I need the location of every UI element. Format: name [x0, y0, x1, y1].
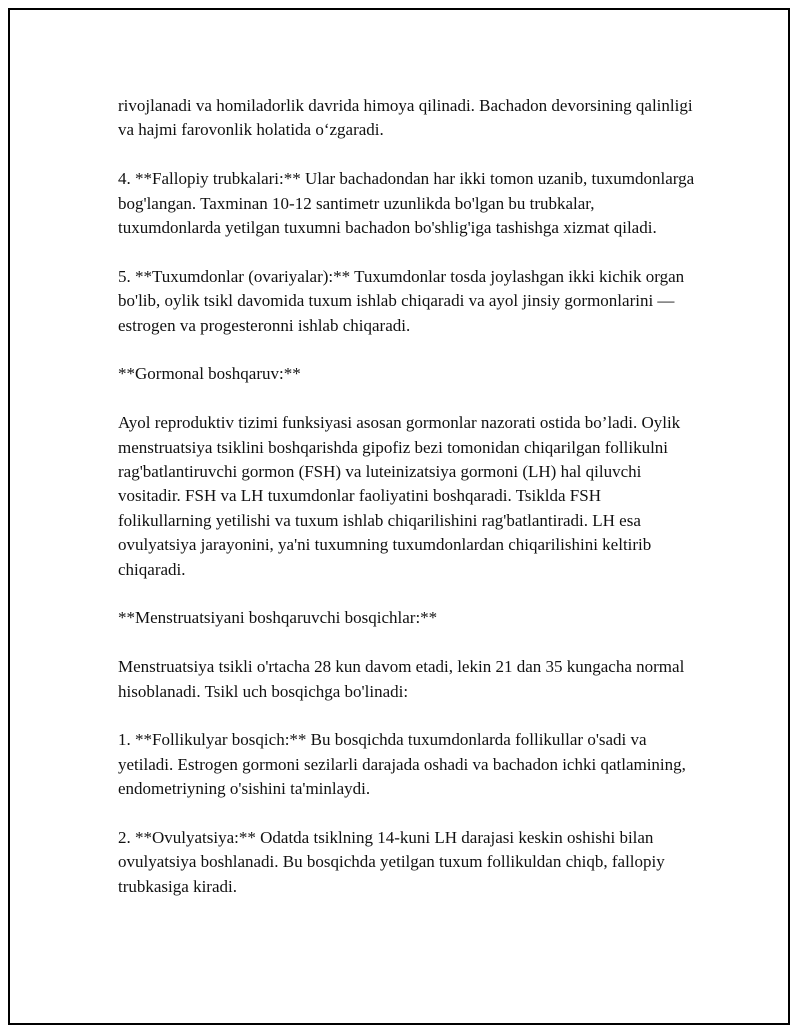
paragraph-ovulation: 2. **Ovulyatsiya:** Odatda tsiklning 14-kuni LH darajasi keskin oshishi bilan ovulyatsiya boshlanadi. Bu bosqichda yetilgan tuxum follikuldan chiqb, fallopiy trubkasiga kiradi. [118, 828, 665, 896]
paragraph-hormonal-regulation: Ayol reproduktiv tizimi funksiyasi asosan gormonlar nazorati ostida bo’ladi. Oylik menstruatsiya tsiklini boshqarishda gipofiz bezi tomonidan chiqarilgan follikulni rag'batlantiruvchi gormon (FSH) va luteinizatsiya gormoni (LH) hal qiluvchi vositadir. FSH va LH tuxumdonlar faoliyatini boshqaradi. Tsiklda FSH folikullarning yetilishi va tuxum ishlab chiqarilishini rag'batlantiradi. LH esa ovulyatsiya jarayonini, ya'ni tuxumning tuxumdonlardan chiqarilishini keltirib chiqaradi. [118, 413, 681, 579]
paragraph-cycle-length: Menstruatsiya tsikli o'rtacha 28 kun davom etadi, lekin 21 dan 35 kungacha normal hisoblanadi. Tsikl uch bosqichga bo'linadi: [118, 657, 685, 701]
heading-hormonal-regulation: **Gormonal boshqaruv:** [118, 364, 301, 384]
paragraph-uterus-continuation: rivojlanadi va homiladorlik davrida himoya qilinadi. Bachadon devorsining qalinligi va hajmi farovonlik holatida o‘zgaradi. [118, 96, 693, 140]
paragraph-fallopian-tubes: 4. **Fallopiy trubkalari:** Ular bachadondan har ikki tomon uzanib, tuxumdonlarga bog'langan. Taxminan 10-12 santimetr uzunlikda bo'lgan bu trubkalar, tuxumdonlarda yetilgan tuxumni bachadon bo'shlig'iga tashishga xizmat qiladi. [118, 169, 695, 238]
paragraph-ovaries: 5. **Tuxumdonlar (ovariyalar):** Tuxumdonlar tosda joylashgan ikki kichik organ bo'lib, oylik tsikl davomida tuxum ishlab chiqaradi va ayol jinsiy gormonlarini — estrogen va progesteronni ishlab chiqaradi. [118, 266, 685, 335]
paragraph-follicular-phase: 1. **Follikulyar bosqich:** Bu bosqichda tuxumdonlarda follikullar o'sadi va yetiladi. Estrogen gormoni sezilarli darajada oshadi va bachadon ichki qatlamining, endometriyning o'sishini ta'minlaydi. [118, 730, 686, 799]
document-body [118, 94, 698, 924]
heading-menstrual-phases: **Menstruatsiyani boshqaruvchi bosqichlar:** [118, 608, 438, 628]
